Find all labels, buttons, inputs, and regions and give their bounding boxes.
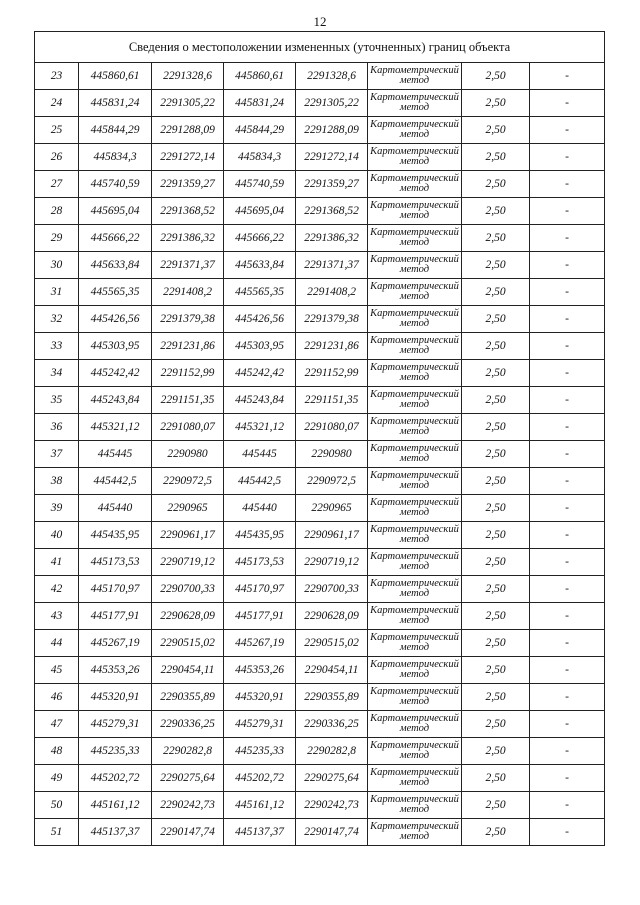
existing-x-cell: 445565,35 — [79, 279, 152, 306]
updated-y-cell: 2291379,38 — [296, 306, 368, 333]
point-number-cell: 27 — [35, 171, 79, 198]
description-cell: - — [530, 279, 605, 306]
method-cell: Картометрический метод — [368, 684, 462, 711]
existing-x-cell: 445161,12 — [79, 792, 152, 819]
description-cell: - — [530, 171, 605, 198]
existing-y-cell: 2290242,73 — [152, 792, 224, 819]
point-number-cell: 41 — [35, 549, 79, 576]
table-row — [35, 333, 605, 360]
table-row — [35, 90, 605, 117]
updated-y-cell: 2290454,11 — [296, 657, 368, 684]
description-cell: - — [530, 495, 605, 522]
description-cell: - — [530, 333, 605, 360]
existing-x-cell: 445170,97 — [79, 576, 152, 603]
description-cell: - — [530, 63, 605, 90]
updated-x-cell: 445445 — [224, 441, 296, 468]
existing-x-cell: 445633,84 — [79, 252, 152, 279]
updated-x-cell: 445202,72 — [224, 765, 296, 792]
existing-x-cell: 445666,22 — [79, 225, 152, 252]
description-cell: - — [530, 576, 605, 603]
accuracy-cell: 2,50 — [462, 549, 530, 576]
method-cell: Картометрический метод — [368, 495, 462, 522]
existing-x-cell: 445834,3 — [79, 144, 152, 171]
accuracy-cell: 2,50 — [462, 630, 530, 657]
existing-y-cell: 2290515,02 — [152, 630, 224, 657]
description-cell: - — [530, 819, 605, 846]
accuracy-cell: 2,50 — [462, 144, 530, 171]
description-cell: - — [530, 468, 605, 495]
updated-y-cell: 2290972,5 — [296, 468, 368, 495]
table-row — [35, 522, 605, 549]
existing-y-cell: 2291379,38 — [152, 306, 224, 333]
point-number-cell: 51 — [35, 819, 79, 846]
updated-x-cell: 445353,26 — [224, 657, 296, 684]
accuracy-cell: 2,50 — [462, 684, 530, 711]
accuracy-cell: 2,50 — [462, 792, 530, 819]
table-row — [35, 738, 605, 765]
accuracy-cell: 2,50 — [462, 576, 530, 603]
existing-x-cell: 445243,84 — [79, 387, 152, 414]
updated-x-cell: 445440 — [224, 495, 296, 522]
description-cell: - — [530, 387, 605, 414]
description-cell: - — [530, 360, 605, 387]
table-row — [35, 603, 605, 630]
updated-y-cell: 2290242,73 — [296, 792, 368, 819]
description-cell: - — [530, 792, 605, 819]
updated-y-cell: 2291151,35 — [296, 387, 368, 414]
accuracy-cell: 2,50 — [462, 657, 530, 684]
updated-y-cell: 2291080,07 — [296, 414, 368, 441]
table-row — [35, 279, 605, 306]
method-cell: Картометрический метод — [368, 333, 462, 360]
existing-y-cell: 2290972,5 — [152, 468, 224, 495]
point-number-cell: 40 — [35, 522, 79, 549]
table-row — [35, 441, 605, 468]
existing-y-cell: 2290282,8 — [152, 738, 224, 765]
accuracy-cell: 2,50 — [462, 306, 530, 333]
updated-y-cell: 2290700,33 — [296, 576, 368, 603]
table-row — [35, 576, 605, 603]
updated-y-cell: 2291359,27 — [296, 171, 368, 198]
accuracy-cell: 2,50 — [462, 90, 530, 117]
table-row — [35, 630, 605, 657]
accuracy-cell: 2,50 — [462, 225, 530, 252]
accuracy-cell: 2,50 — [462, 414, 530, 441]
existing-y-cell: 2291371,37 — [152, 252, 224, 279]
point-number-cell: 45 — [35, 657, 79, 684]
updated-x-cell: 445435,95 — [224, 522, 296, 549]
existing-y-cell: 2290454,11 — [152, 657, 224, 684]
table-row — [35, 549, 605, 576]
description-cell: - — [530, 657, 605, 684]
updated-x-cell: 445242,42 — [224, 360, 296, 387]
updated-y-cell: 2291328,6 — [296, 63, 368, 90]
accuracy-cell: 2,50 — [462, 738, 530, 765]
table-row — [35, 495, 605, 522]
method-cell: Картометрический метод — [368, 576, 462, 603]
method-cell: Картометрический метод — [368, 90, 462, 117]
updated-x-cell: 445565,35 — [224, 279, 296, 306]
point-number-cell: 43 — [35, 603, 79, 630]
method-cell: Картометрический метод — [368, 792, 462, 819]
existing-x-cell: 445740,59 — [79, 171, 152, 198]
table-row — [35, 63, 605, 90]
existing-y-cell: 2290147,74 — [152, 819, 224, 846]
description-cell: - — [530, 144, 605, 171]
description-cell: - — [530, 738, 605, 765]
updated-y-cell: 2290515,02 — [296, 630, 368, 657]
accuracy-cell: 2,50 — [462, 171, 530, 198]
existing-x-cell: 445440 — [79, 495, 152, 522]
updated-x-cell: 445426,56 — [224, 306, 296, 333]
description-cell: - — [530, 441, 605, 468]
point-number-cell: 23 — [35, 63, 79, 90]
existing-x-cell: 445435,95 — [79, 522, 152, 549]
updated-y-cell: 2291371,37 — [296, 252, 368, 279]
method-cell: Картометрический метод — [368, 117, 462, 144]
point-number-cell: 35 — [35, 387, 79, 414]
updated-y-cell: 2290147,74 — [296, 819, 368, 846]
existing-y-cell: 2290965 — [152, 495, 224, 522]
point-number-cell: 42 — [35, 576, 79, 603]
existing-y-cell: 2290355,89 — [152, 684, 224, 711]
updated-x-cell: 445279,31 — [224, 711, 296, 738]
accuracy-cell: 2,50 — [462, 360, 530, 387]
description-cell: - — [530, 549, 605, 576]
point-number-cell: 28 — [35, 198, 79, 225]
description-cell: - — [530, 225, 605, 252]
updated-y-cell: 2291152,99 — [296, 360, 368, 387]
updated-x-cell: 445834,3 — [224, 144, 296, 171]
table-row — [35, 684, 605, 711]
point-number-cell: 50 — [35, 792, 79, 819]
description-cell: - — [530, 306, 605, 333]
existing-x-cell: 445831,24 — [79, 90, 152, 117]
method-cell: Картометрический метод — [368, 711, 462, 738]
existing-y-cell: 2291272,14 — [152, 144, 224, 171]
description-cell: - — [530, 630, 605, 657]
table-row — [35, 171, 605, 198]
method-cell: Картометрический метод — [368, 630, 462, 657]
updated-x-cell: 445235,33 — [224, 738, 296, 765]
table-row — [35, 819, 605, 846]
existing-y-cell: 2291231,86 — [152, 333, 224, 360]
existing-y-cell: 2291328,6 — [152, 63, 224, 90]
existing-x-cell: 445320,91 — [79, 684, 152, 711]
point-number-cell: 29 — [35, 225, 79, 252]
updated-x-cell: 445695,04 — [224, 198, 296, 225]
existing-x-cell: 445695,04 — [79, 198, 152, 225]
table-row — [35, 468, 605, 495]
table-row — [35, 657, 605, 684]
updated-x-cell: 445633,84 — [224, 252, 296, 279]
existing-x-cell: 445353,26 — [79, 657, 152, 684]
existing-x-cell: 445445 — [79, 441, 152, 468]
existing-y-cell: 2291080,07 — [152, 414, 224, 441]
existing-y-cell: 2291386,32 — [152, 225, 224, 252]
existing-x-cell: 445177,91 — [79, 603, 152, 630]
accuracy-cell: 2,50 — [462, 441, 530, 468]
updated-y-cell: 2290719,12 — [296, 549, 368, 576]
updated-x-cell: 445740,59 — [224, 171, 296, 198]
updated-y-cell: 2290336,25 — [296, 711, 368, 738]
updated-x-cell: 445137,37 — [224, 819, 296, 846]
table-title: Сведения о местоположении измененных (уточненных) границ объекта — [35, 32, 605, 63]
table-row — [35, 198, 605, 225]
point-number-cell: 49 — [35, 765, 79, 792]
point-number-cell: 48 — [35, 738, 79, 765]
method-cell: Картометрический метод — [368, 414, 462, 441]
description-cell: - — [530, 90, 605, 117]
method-cell: Картометрический метод — [368, 225, 462, 252]
existing-y-cell: 2291359,27 — [152, 171, 224, 198]
accuracy-cell: 2,50 — [462, 711, 530, 738]
updated-x-cell: 445267,19 — [224, 630, 296, 657]
point-number-cell: 39 — [35, 495, 79, 522]
method-cell: Картометрический метод — [368, 468, 462, 495]
accuracy-cell: 2,50 — [462, 495, 530, 522]
method-cell: Картометрический метод — [368, 522, 462, 549]
updated-x-cell: 445303,95 — [224, 333, 296, 360]
accuracy-cell: 2,50 — [462, 522, 530, 549]
method-cell: Картометрический метод — [368, 279, 462, 306]
updated-y-cell: 2291288,09 — [296, 117, 368, 144]
updated-y-cell: 2291386,32 — [296, 225, 368, 252]
updated-x-cell: 445831,24 — [224, 90, 296, 117]
point-number-cell: 38 — [35, 468, 79, 495]
method-cell: Картометрический метод — [368, 387, 462, 414]
updated-x-cell: 445177,91 — [224, 603, 296, 630]
updated-x-cell: 445666,22 — [224, 225, 296, 252]
accuracy-cell: 2,50 — [462, 333, 530, 360]
existing-x-cell: 445137,37 — [79, 819, 152, 846]
updated-x-cell: 445320,91 — [224, 684, 296, 711]
point-number-cell: 46 — [35, 684, 79, 711]
point-number-cell: 30 — [35, 252, 79, 279]
updated-y-cell: 2290275,64 — [296, 765, 368, 792]
existing-x-cell: 445242,42 — [79, 360, 152, 387]
updated-y-cell: 2291408,2 — [296, 279, 368, 306]
point-number-cell: 31 — [35, 279, 79, 306]
point-number-cell: 25 — [35, 117, 79, 144]
accuracy-cell: 2,50 — [462, 252, 530, 279]
updated-y-cell: 2290961,17 — [296, 522, 368, 549]
updated-x-cell: 445173,53 — [224, 549, 296, 576]
table-row — [35, 252, 605, 279]
point-number-cell: 34 — [35, 360, 79, 387]
coordinates-table — [34, 31, 605, 846]
table-row — [35, 414, 605, 441]
existing-x-cell: 445844,29 — [79, 117, 152, 144]
table-body — [35, 32, 605, 846]
point-number-cell: 26 — [35, 144, 79, 171]
description-cell: - — [530, 603, 605, 630]
existing-y-cell: 2290628,09 — [152, 603, 224, 630]
updated-x-cell: 445243,84 — [224, 387, 296, 414]
method-cell: Картометрический метод — [368, 441, 462, 468]
table-title-row — [35, 32, 605, 63]
accuracy-cell: 2,50 — [462, 117, 530, 144]
accuracy-cell: 2,50 — [462, 468, 530, 495]
accuracy-cell: 2,50 — [462, 198, 530, 225]
method-cell: Картометрический метод — [368, 171, 462, 198]
existing-x-cell: 445303,95 — [79, 333, 152, 360]
point-number-cell: 33 — [35, 333, 79, 360]
existing-y-cell: 2290700,33 — [152, 576, 224, 603]
point-number-cell: 32 — [35, 306, 79, 333]
existing-x-cell: 445321,12 — [79, 414, 152, 441]
description-cell: - — [530, 684, 605, 711]
existing-x-cell: 445426,56 — [79, 306, 152, 333]
updated-y-cell: 2290355,89 — [296, 684, 368, 711]
accuracy-cell: 2,50 — [462, 603, 530, 630]
updated-y-cell: 2290628,09 — [296, 603, 368, 630]
updated-x-cell: 445321,12 — [224, 414, 296, 441]
updated-y-cell: 2290282,8 — [296, 738, 368, 765]
updated-x-cell: 445844,29 — [224, 117, 296, 144]
updated-x-cell: 445860,61 — [224, 63, 296, 90]
description-cell: - — [530, 522, 605, 549]
existing-y-cell: 2290719,12 — [152, 549, 224, 576]
method-cell: Картометрический метод — [368, 144, 462, 171]
method-cell: Картометрический метод — [368, 252, 462, 279]
accuracy-cell: 2,50 — [462, 765, 530, 792]
existing-y-cell: 2291368,52 — [152, 198, 224, 225]
updated-y-cell: 2290965 — [296, 495, 368, 522]
page-number: 12 — [313, 14, 327, 29]
updated-y-cell: 2291368,52 — [296, 198, 368, 225]
table-row — [35, 765, 605, 792]
method-cell: Картометрический метод — [368, 198, 462, 225]
accuracy-cell: 2,50 — [462, 387, 530, 414]
existing-y-cell: 2291305,22 — [152, 90, 224, 117]
point-number-cell: 36 — [35, 414, 79, 441]
existing-x-cell: 445279,31 — [79, 711, 152, 738]
method-cell: Картометрический метод — [368, 63, 462, 90]
existing-y-cell: 2290961,17 — [152, 522, 224, 549]
existing-y-cell: 2290275,64 — [152, 765, 224, 792]
existing-y-cell: 2291152,99 — [152, 360, 224, 387]
table-row — [35, 360, 605, 387]
method-cell: Картометрический метод — [368, 549, 462, 576]
existing-x-cell: 445860,61 — [79, 63, 152, 90]
existing-y-cell: 2290336,25 — [152, 711, 224, 738]
method-cell: Картометрический метод — [368, 360, 462, 387]
updated-y-cell: 2290980 — [296, 441, 368, 468]
existing-y-cell: 2290980 — [152, 441, 224, 468]
accuracy-cell: 2,50 — [462, 279, 530, 306]
description-cell: - — [530, 252, 605, 279]
updated-x-cell: 445170,97 — [224, 576, 296, 603]
point-number-cell: 44 — [35, 630, 79, 657]
table-row — [35, 711, 605, 738]
description-cell: - — [530, 765, 605, 792]
description-cell: - — [530, 117, 605, 144]
method-cell: Картометрический метод — [368, 306, 462, 333]
method-cell: Картометрический метод — [368, 657, 462, 684]
point-number-cell: 24 — [35, 90, 79, 117]
description-cell: - — [530, 198, 605, 225]
existing-x-cell: 445202,72 — [79, 765, 152, 792]
method-cell: Картометрический метод — [368, 603, 462, 630]
updated-y-cell: 2291272,14 — [296, 144, 368, 171]
updated-x-cell: 445442,5 — [224, 468, 296, 495]
existing-x-cell: 445235,33 — [79, 738, 152, 765]
existing-y-cell: 2291151,35 — [152, 387, 224, 414]
point-number-cell: 47 — [35, 711, 79, 738]
point-number-cell: 37 — [35, 441, 79, 468]
description-cell: - — [530, 414, 605, 441]
method-cell: Картометрический метод — [368, 819, 462, 846]
accuracy-cell: 2,50 — [462, 819, 530, 846]
existing-y-cell: 2291288,09 — [152, 117, 224, 144]
updated-x-cell: 445161,12 — [224, 792, 296, 819]
method-cell: Картометрический метод — [368, 738, 462, 765]
table-row — [35, 792, 605, 819]
existing-x-cell: 445267,19 — [79, 630, 152, 657]
updated-y-cell: 2291305,22 — [296, 90, 368, 117]
table-row — [35, 387, 605, 414]
table-row — [35, 225, 605, 252]
table-row — [35, 306, 605, 333]
updated-y-cell: 2291231,86 — [296, 333, 368, 360]
accuracy-cell: 2,50 — [462, 63, 530, 90]
existing-x-cell: 445442,5 — [79, 468, 152, 495]
existing-x-cell: 445173,53 — [79, 549, 152, 576]
description-cell: - — [530, 711, 605, 738]
table-row — [35, 117, 605, 144]
table-row — [35, 144, 605, 171]
existing-y-cell: 2291408,2 — [152, 279, 224, 306]
method-cell: Картометрический метод — [368, 765, 462, 792]
